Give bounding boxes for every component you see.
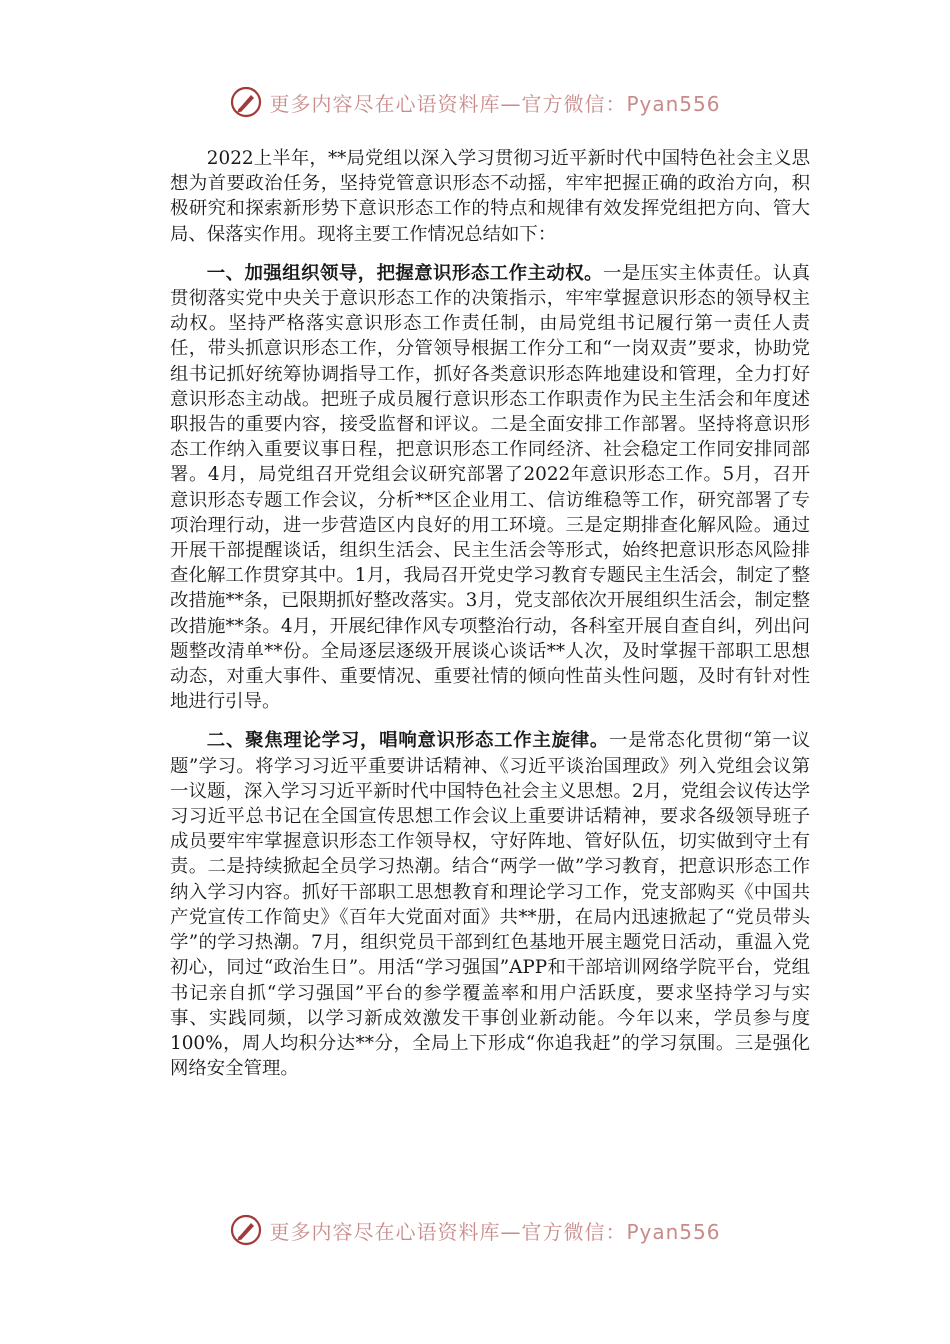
paragraph-text: 一是压实主体责任。认真贯彻落实党中央关于意识形态工作的决策指示，牢牢掌握意识形态的领导权主动权。坚持严格落实意识形态工作责任制，由局党组书记履行第一责任人责任，带头抓意识形态工作，分管领导根据工作分工和“一岗双责”要求，协助党组书记抓好统筹协调指导工作，抓好各类意识形态阵地建设和管理，全力打好意识形态主动战。把班子成员履行意识形态工作职责作为民主生活会和年度述职报告的重要内容，接受监督和评议。二是全面安排工作部署。坚持将意识形态工作纳入重要议事日程，把意识形态工作同经济、社会稳定工作同安排同部署。4月，局党组召开党组会议研究部署了2022年意识形态工作。5月，召开意识形态专题工作会议，分析**区企业用工、信访维稳等工作，研究部署了专项治理行动，进一步营造区内良好的用工环境。三是定期排查化解风险。通过开展干部提醒谈话，组织生活会、民主生活会等形式，始终把意识形态风险排查化解工作贯穿其中。1月，我局召开党史学习教育专题民主生活会，制定了整改措施**条，已限期抓好整改落实。3月，党支部依次开展组织生活会，制定整改措施**条。4月，开展纪律作风专项整治行动，各科室开展自查自纠，列出问题整改清单**份。全局逐层逐级开展谈心谈话**人次，及时掌握干部职工思想动态，对重大事件、重要情况、重要社情的倾向性苗头性问题，及时有针对性地进行引导。 — [170, 262, 810, 713]
pen-logo-icon — [229, 1213, 263, 1247]
section-heading: 一、加强组织领导，把握意识形态工作主动权。 — [206, 262, 603, 284]
document-body — [170, 146, 810, 1095]
pen-logo-icon — [229, 85, 263, 119]
watermark-text: 更多内容尽在心语资料库—官方微信：Pyan556 — [269, 91, 721, 116]
paragraph-text: 2022上半年，**局党组以深入学习贯彻习近平新时代中国特色社会主义思想为首要政治任务，坚持党管意识形态不动摇，牢牢把握正确的政治方向，积极研究和探索新形势下意识形态工作的特点和规律有效发挥党组把方向、管大局、保落实作用。现将主要工作情况总结如下： — [170, 148, 810, 245]
watermark-footer — [0, 1210, 950, 1250]
paragraph-text: 一是常态化贯彻“第一议题”学习。将学习习近平重要讲话精神、《习近平谈治国理政》列入党组会议第一议题，深入学习习近平新时代中国特色社会主义思想。2月，党组会议传达学习习近平总书记在全国宣传思想工作会议上重要讲话精神，要求各级领导班子成员要牢牢掌握意识形态工作领导权，守好阵地、管好队伍，切实做到守土有责。二是持续掀起全员学习热潮。结合“两学一做”学习教育，把意识形态工作纳入学习内容。抓好干部职工思想教育和理论学习工作，党支部购买《中国共产党宣传工作简史》《百年大党面对面》共**册，在局内迅速掀起了“党员带头学”的学习热潮。7月，组织党员干部到红色基地开展主题党日活动，重温入党初心，同过“政治生日”。用活“学习强国”APP和干部培训网络学院平台，党组书记亲自抓“学习强国”平台的参学覆盖率和用户活跃度，要求坚持学习与实事、实践同频，以学习新成效激发干事创业新动能。今年以来，学员参与度100%，周人均积分达**分，全局上下形成“你追我赶”的学习氛围。三是强化网络安全管理。 — [170, 730, 810, 1080]
watermark-header — [0, 82, 950, 122]
paragraph-section-2 — [170, 728, 810, 1081]
section-heading: 二、聚焦理论学习，唱响意识形态工作主旋律。 — [206, 730, 610, 752]
watermark-text: 更多内容尽在心语资料库—官方微信：Pyan556 — [269, 1219, 721, 1244]
paragraph-intro — [170, 146, 810, 247]
paragraph-section-1 — [170, 261, 810, 715]
